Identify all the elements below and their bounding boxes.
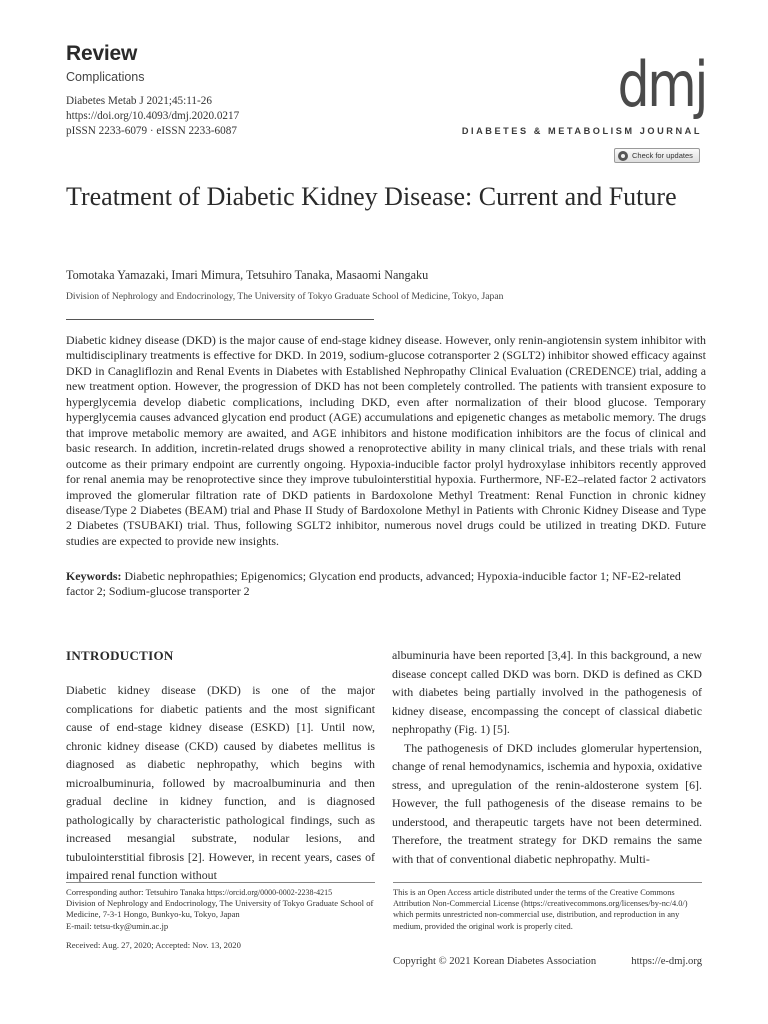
keywords-label: Keywords: <box>66 569 122 583</box>
corresponding-author-name: Corresponding author: Tetsuhiro Tanaka <box>66 887 205 897</box>
body-paragraph-right-2: The pathogenesis of DKD includes glomerular hypertension, change of renal hemodynamics, ischemia and hypoxia, oxidative stress, and upregulation of the renin-aldosterone system [6]. However, the full pathogenesis of the disease remains to be understood, and therapeutic targets have not been determined. Therefore, the treatment strategy for DKD remains the same with that of conventional diabetic nephropathy. Multi- <box>392 740 702 867</box>
check-for-updates-label: Check for updates <box>632 151 693 160</box>
citation: Diabetes Metab J 2021;45:11-26 <box>66 95 212 107</box>
body-column-right <box>392 646 702 869</box>
journal-logo: dmj <box>617 48 706 121</box>
issn: pISSN 2233-6079 · eISSN 2233-6087 <box>66 125 237 137</box>
corresponding-author <box>66 887 376 932</box>
copyright: Copyright © 2021 Korean Diabetes Association <box>393 956 597 967</box>
abstract: Diabetic kidney disease (DKD) is the major cause of end-stage kidney disease. However, only renin-angiotensin system inhibitor with multidisciplinary treatments is effective for DKD. In 2019, sodium-glucose cotransporter 2 (SGLT2) inhibitor showed efficacy against DKD in Canagliflozin and Renal Events in Diabetes with Established Nephropathy Clinical Evaluation (CREDENCE) trial, adding a new treatment option. However, the progression of DKD has not been completely controlled. The patients with transient exposure to hyperglycemia develop diabetic complications, including DKD, even after normalization of their blood glucose. Temporary hyperglycemia causes advanced glycation end product (AGE) accumulations and epigenetic changes as metabolic memory. The drugs that improve metabolic memory are awaited, and AGE inhibitors and histone modification inhibitors are the focus of clinical and basic research. In addition, incretin-related drugs showed a renoprotective ability in many clinical trials, and these trials with renal outcome as their primary endpoint are currently ongoing. Hypoxia-inducible factor prolyl hydroxylase inhibitors recently approved for renal anemia may be renoprotective since they improve tubulointerstitial hypoxia. Furthermore, NF-E2–related factor 2 activators improved the glomerular filtration rate of DKD patients in Bardoxolone Methyl Treatment: Renal Function in chronic kidney disease/Type 2 Diabetes (BEAM) trial and Phase II Study of Bardoxolone Methyl in Patients with Chronic Kidney Disease and Type 2 Diabetes (TSUBAKI) trial. Thus, following SGLT2 inhibitor, numerous novel drugs could be utilized in treating DKD. Future studies are expected to provide new insights. <box>66 333 706 548</box>
crossmark-icon <box>618 151 628 161</box>
keywords <box>66 569 706 600</box>
corresponding-address: Division of Nephrology and Endocrinology, The University of Tokyo Graduate School of Medicine, 7-3-1 Hongo, Bunkyo-ku, Tokyo, Japan <box>66 898 374 920</box>
article-category: Complications <box>66 70 145 84</box>
received-dates: Received: Aug. 27, 2020; Accepted: Nov. 13, 2020 <box>66 940 241 950</box>
corresponding-author-line <box>66 887 376 898</box>
article-type: Review <box>66 42 138 65</box>
license-notice: This is an Open Access article distributed under the terms of the Creative Commons Attribution Non-Commercial License (https://creativecommons.org/licenses/by-nc/4.0/) which permits unrestricted non-commercial use, distribution, and reproduction in any medium, provided the original work is properly cited. <box>393 888 688 931</box>
footnote-divider-left <box>66 882 375 883</box>
body-paragraph-right-1: albuminuria have been reported [3,4]. In this background, a new disease concept called DKD was born. DKD is defined as CKD with diabetes being partially involved in the pathogenesis of kidney disease, encompassing the concept of classical diabetic nephropathy (Fig. 1) [5]. <box>392 648 702 737</box>
body-paragraph-left: Diabetic kidney disease (DKD) is one of the major complications for diabetic patients and the most significant cause of end-stage kidney disease (ESKD) [1]. Until now, chronic kidney disease (CKD) caused by diabetes mellitus is diagnosed as diabetic nephropathy, which begins with microalbuminuria, followed by macroalbuminuria and then gradual decline in kidney function, and is diagnosed pathologically by characteristic pathological findings, such as increased mesangial substrate, nodular lesions, and tubulointerstitial fibrosis [2]. However, in recent years, cases of impaired renal function without <box>66 683 375 883</box>
journal-website-link[interactable]: https://e-dmj.org <box>631 956 702 967</box>
corresponding-email[interactable]: E-mail: tetsu-tky@umin.ac.jp <box>66 920 169 931</box>
journal-name: DIABETES & METABOLISM JOURNAL <box>461 126 702 136</box>
footnote-divider-right <box>393 882 702 883</box>
affiliation: Division of Nephrology and Endocrinology, The University of Tokyo Graduate School of Medicine, Tokyo, Japan <box>66 291 504 302</box>
article-title: Treatment of Diabetic Kidney Disease: Current and Future <box>66 182 677 211</box>
author-list: Tomotaka Yamazaki, Imari Mimura, Tetsuhiro Tanaka, Masaomi Nangaku <box>66 268 429 282</box>
orcid-link[interactable]: https://orcid.org/0000-0002-2238-4215 <box>206 888 333 897</box>
keywords-text: Diabetic nephropathies; Epigenomics; Glycation end products, advanced; Hypoxia-inducible factor 1; NF-E2-related factor 2; Sodium-glucose transporter 2 <box>66 569 681 599</box>
abstract-divider <box>66 319 374 320</box>
check-for-updates-button[interactable] <box>614 148 700 163</box>
section-heading-introduction: INTRODUCTION <box>66 648 174 663</box>
doi-link[interactable]: https://doi.org/10.4093/dmj.2020.0217 <box>66 110 240 122</box>
